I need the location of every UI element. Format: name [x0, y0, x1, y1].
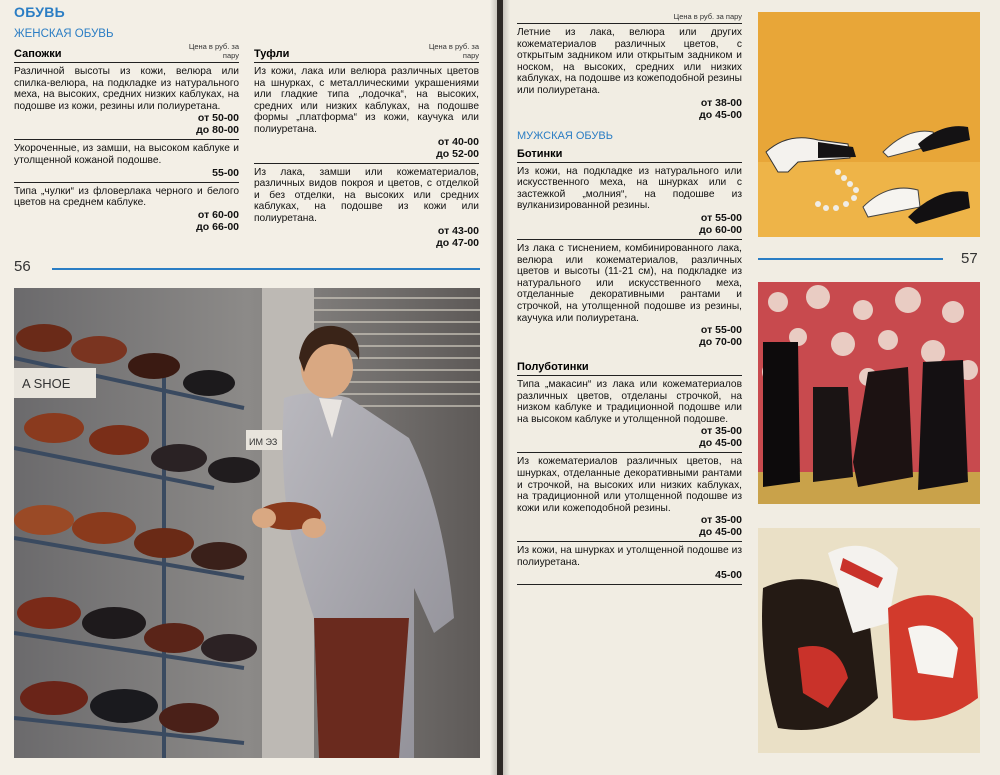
item-price: от 55-00 [700, 324, 742, 337]
item-price: от 43-00 [437, 224, 479, 237]
item-price: до 47-00 [436, 236, 479, 249]
shelf-sign-text: ИМ ЭЗ [249, 437, 278, 447]
category-heading: Ботинки [517, 147, 563, 160]
column-header [517, 12, 742, 24]
left-page [0, 0, 497, 775]
page-rule [52, 268, 480, 270]
list-item [14, 183, 239, 236]
item-price: от 55-00 [700, 211, 742, 224]
list-item [254, 164, 479, 252]
list-item [517, 24, 742, 124]
item-price: до 52-00 [436, 147, 479, 160]
item-description: Типа „макасин“ из лака или кожематериалов различных цветов, отделаны строчкой, на низком каблуке и традиционной подошве или на высоком каблуке и утолщенной подошве. [517, 379, 742, 425]
column-header [517, 361, 742, 376]
womens-shoes-photo [758, 12, 980, 237]
item-description: Летние из лака, велюра или других кожематериалов различных цветов, с открытым задником или открытым задником и носком, на высоких, средних или низких каблуках, на подошве из кожеподобной резины или полиуретана. [517, 27, 742, 96]
section-title: ОБУВЬ [14, 4, 65, 20]
item-description: Укороченные, из замши, на высоком каблуке и утолщенной кожаной подошве. [14, 143, 239, 166]
price-header: Цена в руб. за пару [188, 42, 239, 60]
item-price: 55-00 [212, 166, 239, 179]
page-number: 56 [14, 258, 31, 275]
shoes-women-column [254, 42, 479, 252]
item-description: Из лака, замши или кожематериалов, различных видов покроя и цветов, с отделкой и без отделки, на высоких или средних каблуках, на подошве из кожи или полиуретана. [254, 166, 479, 224]
item-price: до 80-00 [196, 124, 239, 137]
price-header: Цена в руб. за пару [673, 12, 742, 21]
item-description: Типа „чулки“ из фловерлака черного и белого цветов на среднем каблуке. [14, 185, 239, 209]
list-item [517, 163, 742, 240]
item-description: Из лака с тиснением, комбинированного лака, велюра или кожематериалов, различных цветов и высоты (11-21 см), на подкладке из натурального или искусственного меха, отделанные декоративными рантами и строчкой, на утолщенной подошве из резины, каучука или полиуретана. [517, 242, 742, 324]
item-description: Различной высоты из кожи, велюра или спилка-велюра, на подкладке из натурального меха, на высоких, средних низких каблуках, на подошве из кожи, резины или полиуретана. [14, 66, 239, 112]
list-item [517, 240, 742, 351]
mens-shoes-photo [758, 528, 980, 753]
item-description: Из кожи, лака или велюра различных цветов на шнурках, с металлическими украшениями или гладкие типа „лодочка“, на высоких, средних или низких каблуках, на подошве формы „платформа“ из кожи, каучука или полиуретана. [254, 66, 479, 135]
category-heading: Туфли [254, 48, 290, 60]
category-heading: Полуботинки [517, 361, 589, 374]
item-price: до 60-00 [699, 223, 742, 236]
item-price: от 50-00 [197, 112, 239, 125]
list-item [517, 542, 742, 584]
item-price: от 40-00 [437, 135, 479, 148]
price-header: Цена в руб. за пару [428, 42, 479, 60]
right-page [503, 0, 1000, 775]
mens-boots-photo [758, 282, 980, 504]
column-header [254, 42, 479, 63]
item-price: до 45-00 [699, 108, 742, 121]
page-rule [758, 258, 943, 260]
item-price: до 66-00 [196, 220, 239, 233]
list-item [14, 63, 239, 140]
shoe-store-photo [14, 288, 480, 758]
column-header [14, 42, 239, 63]
list-item [517, 453, 742, 542]
subsection-title: ЖЕНСКАЯ ОБУВЬ [14, 28, 114, 40]
men-section-title: МУЖСКАЯ ОБУВЬ [517, 129, 613, 142]
item-price: 45-00 [715, 568, 742, 581]
item-description: Из кожематериалов различных цветов, на шнурках, отделанные декоративными рантами и строчкой, на высоких или низких каблуках, на традиционной или утолщенной подошве из кожи или кожеподобной резины. [517, 456, 742, 514]
item-price: до 45-00 [699, 526, 742, 539]
item-price: от 35-00 [700, 425, 742, 438]
item-description: Из кожи, на подкладке из натурального или искусственного меха, на шнурках или с застежкой „молния“, на подошве из вулканизированной резины. [517, 165, 742, 212]
item-price: от 38-00 [700, 96, 742, 109]
item-price: от 35-00 [700, 514, 742, 527]
right-text-column [517, 12, 742, 585]
boots-women-column [14, 42, 239, 236]
list-item [517, 376, 742, 453]
page-number: 57 [961, 250, 978, 267]
column-header [517, 148, 742, 163]
list-item [14, 140, 239, 182]
item-price: от 60-00 [197, 208, 239, 221]
category-heading: Сапожки [14, 48, 62, 60]
item-price: до 70-00 [699, 336, 742, 349]
item-description: Из кожи, на шнурках и утолщенной подошве из полиуретана. [517, 545, 742, 569]
shelf-sign-text: A SHOE [22, 376, 71, 391]
item-price: до 45-00 [699, 437, 742, 450]
list-item [254, 63, 479, 164]
